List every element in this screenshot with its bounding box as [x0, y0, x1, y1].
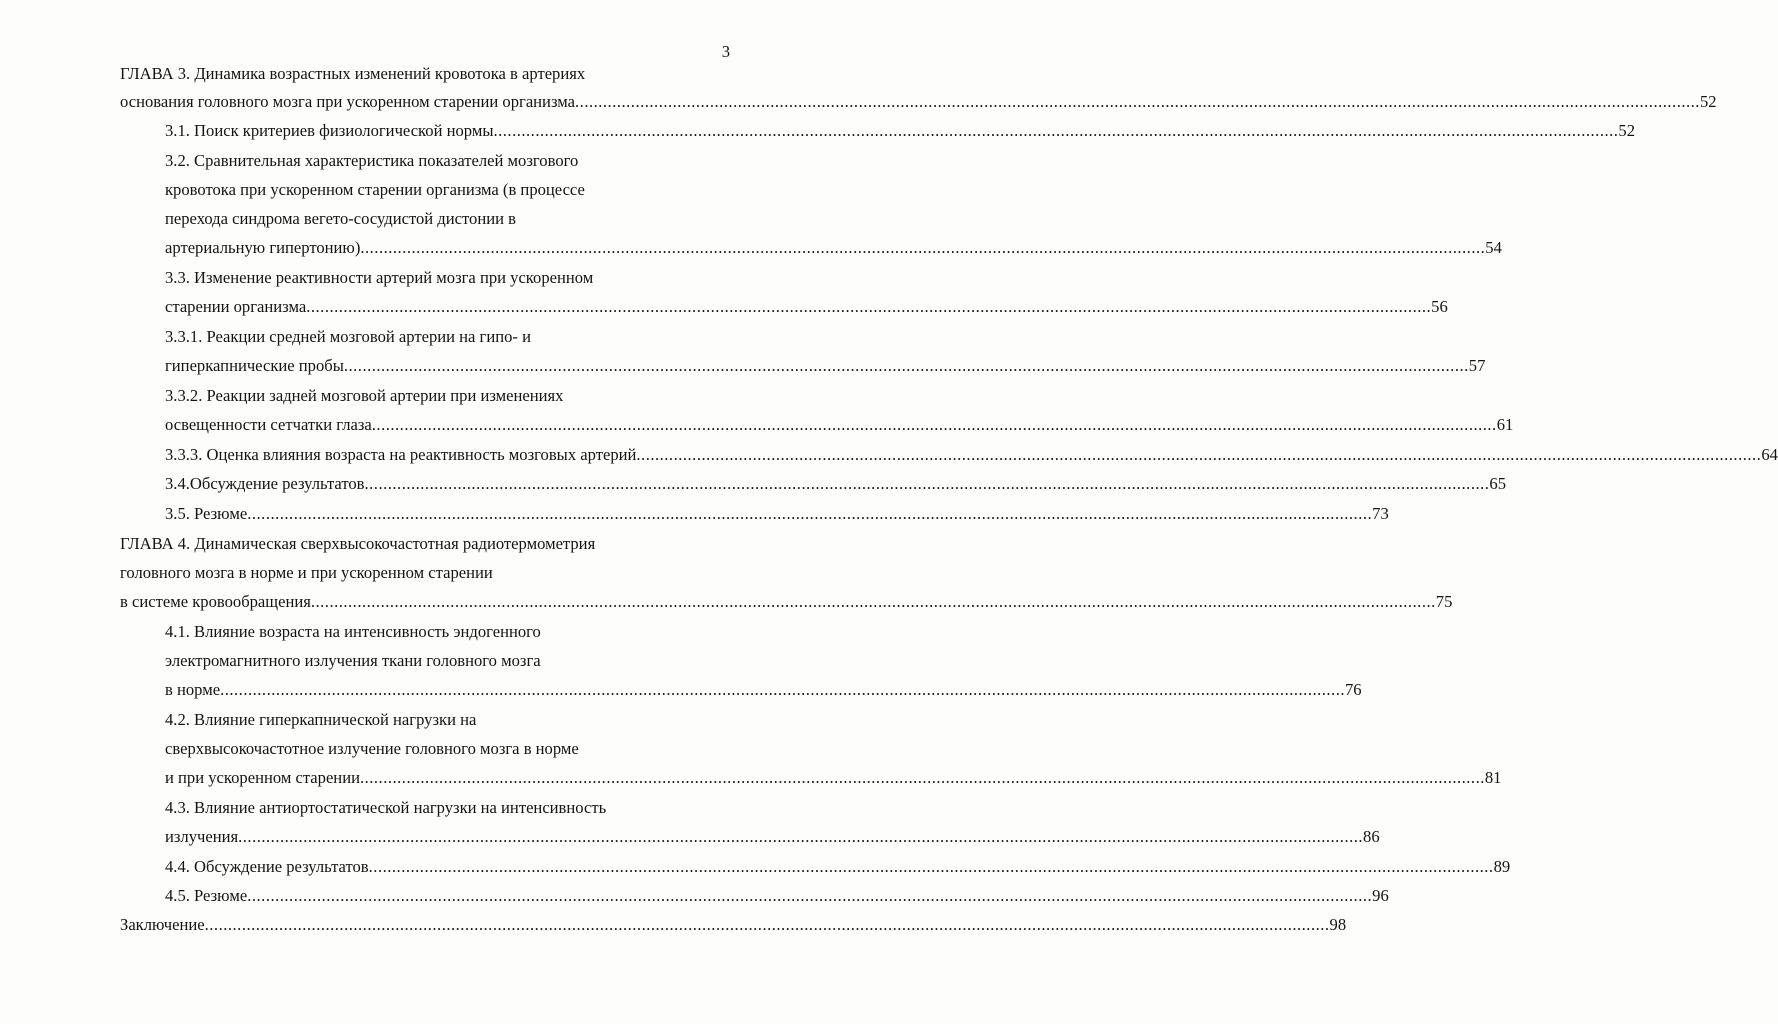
- toc-entry-chapter-3[interactable]: [120, 92, 1717, 112]
- toc-entry-4-1-line-2: электромагнитного излучения ткани головного мозга: [165, 651, 541, 670]
- toc-page-number: 81: [1484, 768, 1502, 787]
- toc-entry-4-2-line-1: 4.2. Влияние гиперкапнической нагрузки на: [165, 710, 477, 729]
- toc-page-number: 52: [1699, 92, 1717, 111]
- toc-entry-3-3-2-line-1: 3.3.2. Реакции задней мозговой артерии при изменениях: [165, 386, 564, 405]
- toc-entry-text: 3.3.3. Оценка влияния возраста на реактивность мозговых артерий: [165, 445, 637, 464]
- toc-page-number: 76: [1345, 680, 1362, 699]
- toc-leader-dots: ..................................................................................................................................................................................................................................................: [343, 356, 1469, 375]
- toc-entry-4-3[interactable]: [165, 827, 1380, 847]
- toc-entry-4-2-line-2: сверхвысокочастотное излучение головного мозга в норме: [165, 739, 579, 758]
- toc-leader-dots: ..................................................................................................................................................................................................................................................: [220, 680, 1345, 699]
- toc-entry-text: в системе кровообращения: [120, 592, 311, 611]
- toc-page-number: 56: [1431, 297, 1448, 316]
- toc-entry-text: и при ускоренном старении: [165, 768, 360, 787]
- toc-entry-text: основания головного мозга при ускоренном старении организма: [120, 92, 576, 111]
- toc-entry-text: гиперкапнические пробы: [165, 356, 344, 375]
- toc-entry-3-1[interactable]: [165, 121, 1635, 141]
- toc-leader-dots: ..................................................................................................................................................................................................................................................: [636, 445, 1762, 464]
- toc-entry-4-5[interactable]: [165, 886, 1389, 906]
- toc-entry-chapter-4-line-2: головного мозга в норме и при ускоренном старении: [120, 563, 493, 582]
- toc-entry-chapter-4[interactable]: [120, 592, 1453, 612]
- toc-page-number: 89: [1493, 857, 1511, 876]
- toc-leader-dots: ..................................................................................................................................................................................................................................................: [360, 238, 1486, 257]
- toc-entry-text: Заключение: [120, 915, 205, 934]
- toc-entry-text: 4.4. Обсуждение результатов: [165, 857, 369, 876]
- toc-page-number: 64: [1761, 445, 1778, 464]
- page-number: 3: [721, 42, 730, 61]
- toc-leader-dots: ..................................................................................................................................................................................................................................................: [306, 297, 1432, 316]
- toc-page-number: 52: [1618, 121, 1635, 140]
- toc-leader-dots: ..................................................................................................................................................................................................................................................: [493, 121, 1619, 140]
- toc-entry-text: 3.4.Обсуждение результатов: [165, 474, 365, 493]
- toc-entry-3-3-line-1: 3.3. Изменение реактивности артерий мозга при ускоренном: [165, 268, 594, 287]
- toc-entry-4-1-line-1: 4.1. Влияние возраста на интенсивность эндогенного: [165, 622, 541, 641]
- toc-entry-text: в норме: [165, 680, 221, 699]
- toc-leader-dots: ..................................................................................................................................................................................................................................................: [368, 857, 1494, 876]
- toc-entry-conclusion[interactable]: [120, 915, 1347, 935]
- toc-entry-3-2-line-3: перехода синдрома вегето-сосудистой дистонии в: [165, 209, 516, 228]
- toc-entry-3-2-line-2: кровотока при ускоренном старении организма (в процессе: [165, 180, 585, 199]
- toc-page-number: 57: [1468, 356, 1486, 375]
- toc-entry-text: артериальную гипертонию): [165, 238, 361, 257]
- toc-page-number: 98: [1329, 915, 1347, 934]
- toc-page-number: 61: [1496, 415, 1514, 434]
- toc-leader-dots: ..................................................................................................................................................................................................................................................: [371, 415, 1497, 434]
- toc-leader-dots: ..................................................................................................................................................................................................................................................: [310, 592, 1436, 611]
- toc-entry-3-2-line-1: 3.2. Сравнительная характеристика показателей мозгового: [165, 151, 579, 170]
- toc-entry-text: 3.1. Поиск критериев физиологической нормы: [165, 121, 494, 140]
- toc-entry-chapter-3-title: ГЛАВА 3. Динамика возрастных изменений кровотока в артериях: [120, 64, 586, 83]
- toc-entry-text: 4.5. Резюме: [165, 886, 248, 905]
- toc-page-number: 73: [1372, 504, 1389, 523]
- toc-entry-3-3-1[interactable]: [165, 356, 1486, 376]
- toc-entry-4-4[interactable]: [165, 857, 1511, 877]
- toc-page-number: 86: [1363, 827, 1380, 846]
- toc-leader-dots: ..................................................................................................................................................................................................................................................: [364, 474, 1490, 493]
- toc-page-number: 54: [1485, 238, 1502, 257]
- toc-entry-4-3-line-1: 4.3. Влияние антиортостатической нагрузки на интенсивность: [165, 798, 607, 817]
- toc-entry-3-3[interactable]: [165, 297, 1448, 317]
- toc-leader-dots: ..................................................................................................................................................................................................................................................: [204, 915, 1330, 934]
- toc-leader-dots: ..................................................................................................................................................................................................................................................: [575, 92, 1700, 111]
- toc-leader-dots: ..................................................................................................................................................................................................................................................: [247, 504, 1373, 523]
- toc-entry-3-5[interactable]: [165, 504, 1389, 524]
- toc-page-number: 75: [1435, 592, 1453, 611]
- toc-entry-text: освещенности сетчатки глаза: [165, 415, 372, 434]
- toc-entry-3-3-1-line-1: 3.3.1. Реакции средней мозговой артерии на гипо- и: [165, 327, 531, 346]
- toc-entry-text: 3.5. Резюме: [165, 504, 248, 523]
- toc-page-number: 65: [1489, 474, 1507, 493]
- toc-leader-dots: ..................................................................................................................................................................................................................................................: [238, 827, 1364, 846]
- toc-entry-3-2[interactable]: [165, 238, 1502, 258]
- toc-entry-3-3-2[interactable]: [165, 415, 1514, 435]
- toc-leader-dots: ..................................................................................................................................................................................................................................................: [247, 886, 1373, 905]
- toc-entry-chapter-4-line-1: ГЛАВА 4. Динамическая сверхвысокочастотная радиотермометрия: [120, 534, 596, 553]
- toc-entry-text: старении организма: [165, 297, 307, 316]
- toc-leader-dots: ..................................................................................................................................................................................................................................................: [359, 768, 1485, 787]
- toc-page-number: 96: [1372, 886, 1389, 905]
- toc-entry-4-1[interactable]: [165, 680, 1362, 700]
- toc-entry-3-4[interactable]: [165, 474, 1507, 494]
- toc-entry-4-2[interactable]: [165, 768, 1502, 788]
- toc-entry-text: излучения: [165, 827, 239, 846]
- toc-entry-3-3-3[interactable]: [165, 445, 1778, 465]
